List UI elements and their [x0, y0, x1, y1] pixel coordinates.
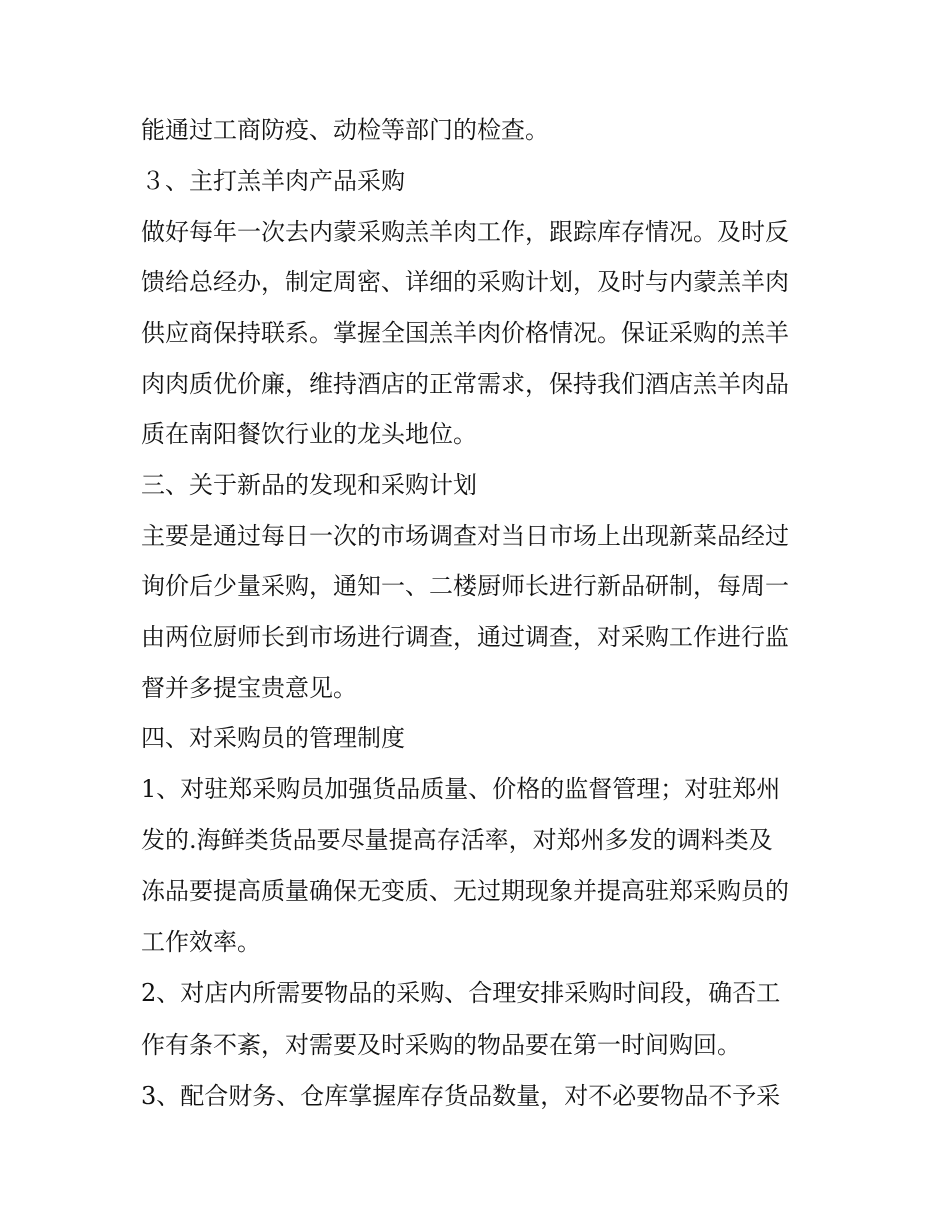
text-line-7: 质在南阳餐饮行业的龙头地位。: [141, 420, 477, 448]
text-line-14: 1、对驻郑采购员加强货品质量、价格的监督管理；对驻郑州: [141, 775, 781, 803]
text-line-9: 主要是通过每日一次的市场调查对当日市场上出现新菜品经过: [141, 522, 789, 550]
text-line-19: 作有条不紊，对需要及时采购的物品要在第一时间购回。: [141, 1031, 741, 1059]
text-line-3: 做好每年一次去内蒙采购羔羊肉工作，跟踪库存情况。及时反: [141, 218, 789, 246]
text-line-1: 能通过工商防疫、动检等部门的检查。: [141, 116, 549, 144]
text-line-15: 发的.海鲜类货品要尽量提高存活率，对郑州多发的调料类及: [141, 826, 773, 854]
text-line-12: 督并多提宝贵意见。: [141, 674, 357, 702]
section-heading-management: 四、对采购员的管理制度: [141, 724, 405, 752]
section-heading-3: ３、主打羔羊肉产品采购: [141, 167, 405, 195]
text-line-16: 冻品要提高质量确保无变质、无过期现象并提高驻郑采购员的: [141, 877, 789, 905]
text-line-20: 3、配合财务、仓库掌握库存货品数量，对不必要物品不予采: [141, 1082, 781, 1110]
text-line-11: 由两位厨师长到市场进行调查，通过调查，对采购工作进行监: [141, 623, 789, 651]
text-line-5: 供应商保持联系。掌握全国羔羊肉价格情况。保证采购的羔羊: [141, 319, 789, 347]
text-line-4: 馈给总经办，制定周密、详细的采购计划，及时与内蒙羔羊肉: [141, 268, 789, 296]
section-heading-new-products: 三、关于新品的发现和采购计划: [141, 471, 477, 499]
text-line-17: 工作效率。: [141, 928, 261, 956]
text-line-10: 询价后少量采购，通知一、二楼厨师长进行新品研制，每周一: [141, 572, 789, 600]
text-line-18: 2、对店内所需要物品的采购、合理安排采购时间段，确否工: [141, 979, 781, 1007]
text-line-6: 肉肉质优价廉，维持酒店的正常需求，保持我们酒店羔羊肉品: [141, 370, 789, 398]
